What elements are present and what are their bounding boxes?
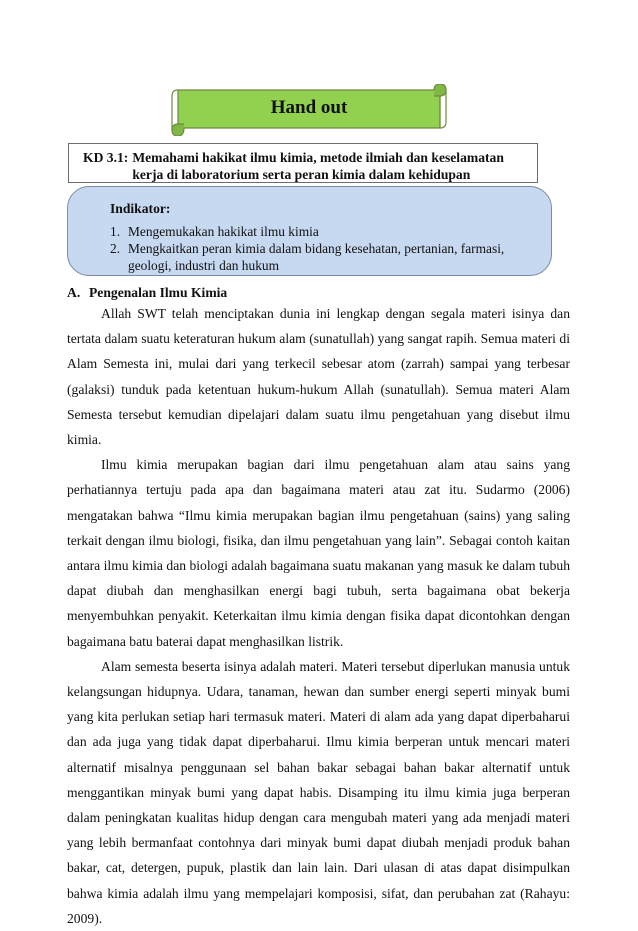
list-item xyxy=(110,240,540,274)
paragraph: Ilmu kimia merupakan bagian dari ilmu pengetahuan alam atau sains yang perhatiannya tertuju pada apa dan bagaimana materi atau zat itu. Sudarmo (2006) mengatakan bahwa “Ilmu kimia merupakan bagian ilmu pengetahuan (sains) yang saling terkait dengan ilmu biologi, fisika, dan ilmu pengetahuan yang lain”. Sebagai contoh kaitan antara ilmu kimia dan biologi adalah bagaimana suatu makanan yang masuk ke dalam tubuh dapat diubah dan menghasilkan energi bagi tubuh, serta bagaimana obat bekerja menyembuhkan penyakit. Keterkaitan ilmu kimia dengan fisika dapat dicontohkan dengan bagaimana batu baterai dapat menghasilkan listrik. xyxy=(67,457,570,649)
list-item-number: 2. xyxy=(110,241,121,256)
indicator-box xyxy=(67,186,552,276)
list-item-text: Mengemukakan hakikat ilmu kimia xyxy=(128,224,319,239)
list-item xyxy=(110,223,540,240)
list-item-text: Mengkaitkan peran kimia dalam bidang kesehatan, pertanian, farmasi, geologi, industri dan hukum xyxy=(128,241,505,273)
indicator-list xyxy=(110,223,540,274)
paragraph: Alam semesta beserta isinya adalah materi. Materi tersebut diperlukan manusia untuk kelangsungan hidupnya. Udara, tanaman, hewan dan sumber energi seperti minyak bumi yang kita perlukan setiap hari termasuk materi. Materi di alam ada yang dapat diperbaharui dan ada juga yang tidak dapat diperbaharui. Ilmu kimia berperan untuk mencari materi alternatif misalnya penggunaan sel bahan bakar sebagai bahan bakar alternatif untuk menggantikan minyak bumi yang dapat habis. Disamping itu ilmu kimia juga berperan dalam peningkatan kualitas hidup dengan cara mengubah materi yang ada menjadi materi yang lebih bermanfaat contohnya dari minyak bumi dapat diubah menjadi produk bahan bakar, cat, detergen, pupuk, plastik dan lain lain. Dari ulasan di atas dapat disimpulkan bahwa kimia adalah ilmu yang mempelajari komposisi, sifat, dan perubahan zat (Rahayu: 2009). xyxy=(67,658,570,926)
kd-box xyxy=(68,143,538,183)
kd-text: Memahami hakikat ilmu kimia, metode ilmiah dan keselamatan kerja di laboratorium serta peran kimia dalam kehidupan xyxy=(132,150,504,182)
paragraph: Allah SWT telah menciptakan dunia ini lengkap dengan segala materi isinya dan tertata dalam suatu keteraturan hukum alam (sunatullah) yang sangat rapih. Semua materi di Alam Semesta ini, mulai dari yang terkecil sebesar atom (zarrah) sampai yang terbesar (galaksi) tunduk pada ketentuan hukum-hukum Allah (sunatullah). Semua materi Alam Semesta tersebut kemudian dipelajari dalam suatu ilmu pengetahuan yang disebut ilmu kimia. xyxy=(67,306,570,448)
handout-banner xyxy=(168,84,450,136)
banner-title: Hand out xyxy=(270,97,348,118)
list-item-number: 1. xyxy=(110,224,121,239)
kd-label: KD 3.1: xyxy=(83,150,129,165)
body-text xyxy=(67,301,570,931)
section-letter: A. xyxy=(67,285,81,300)
indicator-title: Indikator: xyxy=(110,201,171,216)
section-title: Pengenalan Ilmu Kimia xyxy=(89,285,228,300)
section-heading xyxy=(67,285,227,301)
